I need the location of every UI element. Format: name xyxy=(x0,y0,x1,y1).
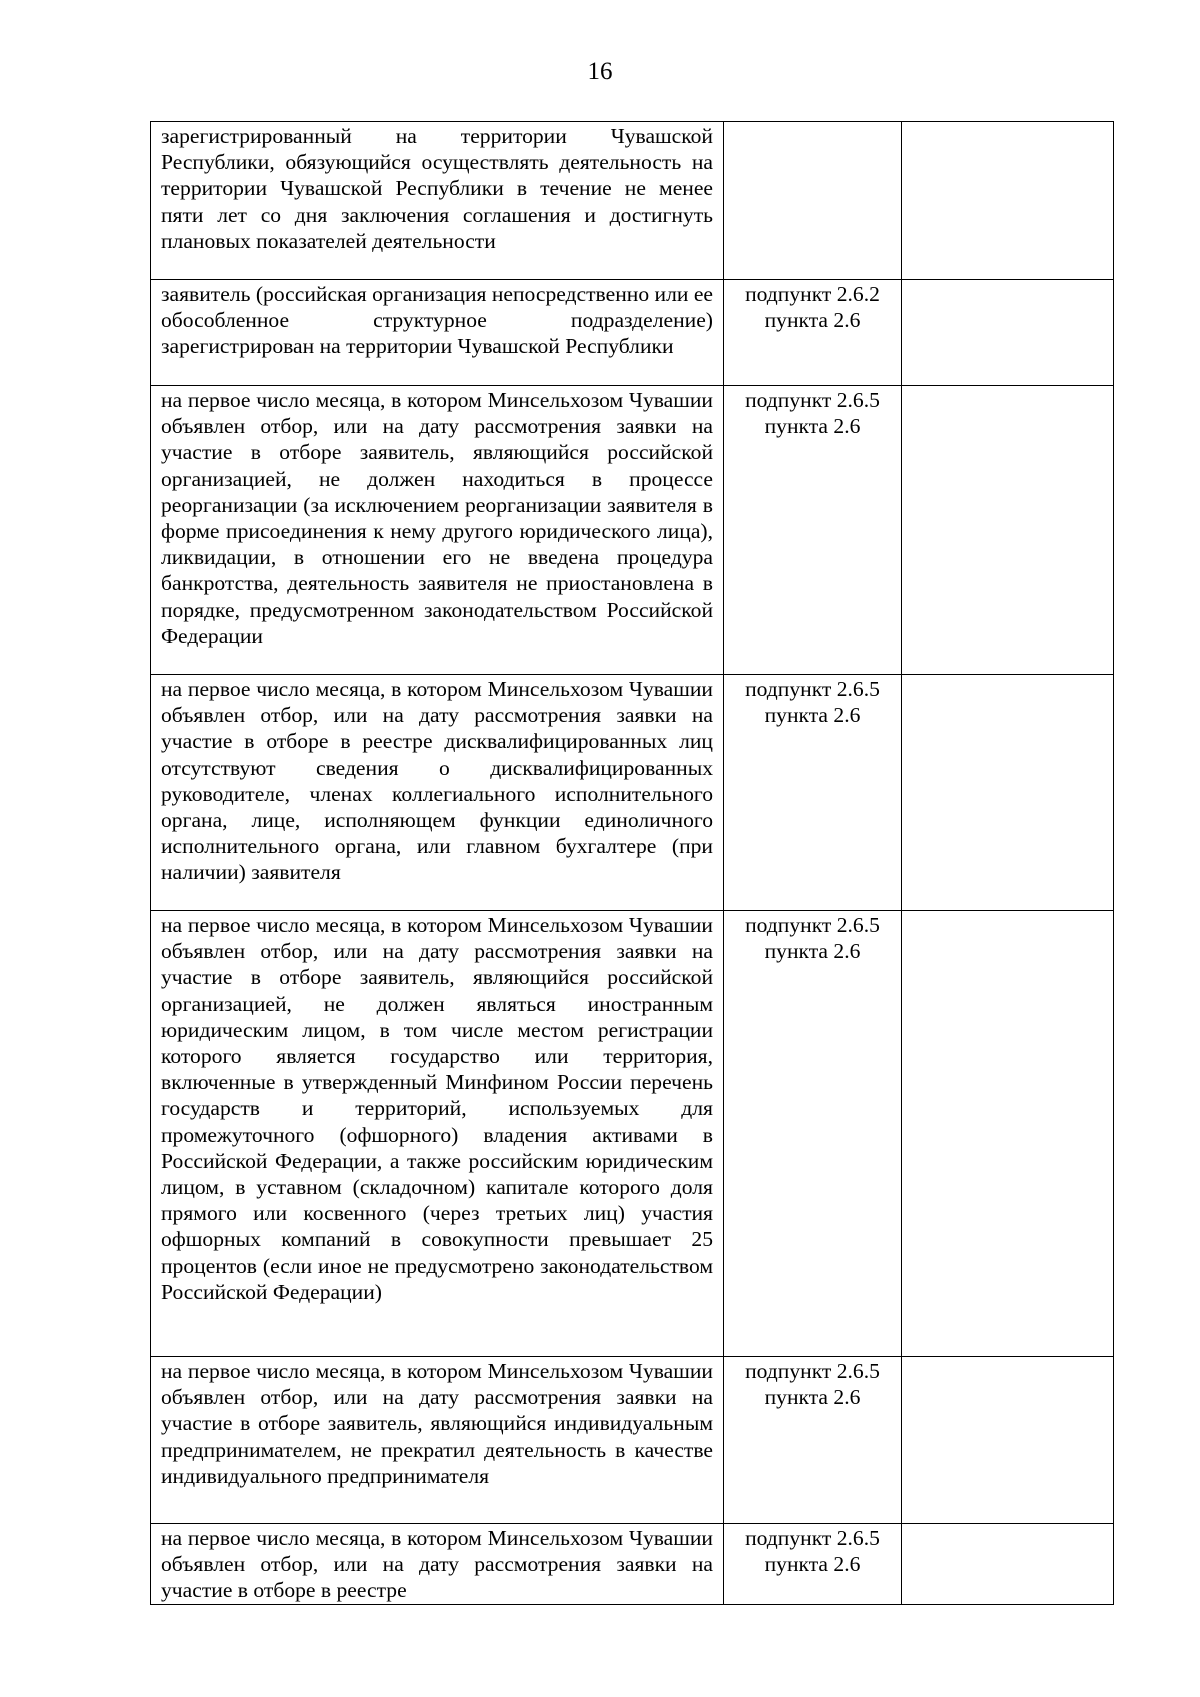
reference-subpoint: подпункт 2.6.2 xyxy=(745,282,880,306)
reference-cell xyxy=(724,911,902,1357)
condition-cell: на первое число месяца, в котором Минсельхозом Чувашии объявлен отбор, или на дату рассмотрения заявки на участие в отборе заявитель, являющийся российской организацией, не должен находиться в процессе реорганизации (за исключением реорганизации заявителя в форме присоединения к нему другого юридического лица), ликвидации, в отношении его не введена процедура банкротства, деятельность заявителя не приостановлена в порядке, предусмотренном законодательством Российской Федерации xyxy=(151,386,724,675)
reference-subpoint: подпункт 2.6.5 xyxy=(745,677,880,701)
condition-cell: зарегистрированный на территории Чувашской Республики, обязующийся осуществлять деятельность на территории Чувашской Республики в течение не менее пяти лет со дня заключения соглашения и достигнуть плановых показателей деятельности xyxy=(151,122,724,280)
reference-point: пункта 2.6 xyxy=(764,308,861,333)
note-cell xyxy=(902,675,1114,911)
requirements-table xyxy=(150,121,1114,1605)
reference-subpoint: подпункт 2.6.5 xyxy=(745,913,880,937)
condition-cell: на первое число месяца, в котором Минсельхозом Чувашии объявлен отбор, или на дату рассмотрения заявки на участие в отборе заявитель, являющийся индивидуальным предпринимателем, не прекратил деятельность в качестве индивидуального предпринимателя xyxy=(151,1357,724,1524)
condition-cell: на первое число месяца, в котором Минсельхозом Чувашии объявлен отбор, или на дату рассмотрения заявки на участие в отборе в реестре xyxy=(151,1524,724,1605)
reference-cell xyxy=(724,1357,902,1524)
reference-cell xyxy=(724,675,902,911)
note-cell xyxy=(902,280,1114,386)
reference-cell xyxy=(724,386,902,675)
table-row xyxy=(151,122,1114,280)
note-cell xyxy=(902,1357,1114,1524)
reference-point: пункта 2.6 xyxy=(764,414,861,439)
page-number: 16 xyxy=(587,58,613,85)
reference-point: пункта 2.6 xyxy=(764,1552,861,1577)
reference-point: пункта 2.6 xyxy=(764,1385,861,1410)
reference-subpoint: подпункт 2.6.5 xyxy=(745,388,880,412)
note-cell xyxy=(902,122,1114,280)
reference-subpoint: подпункт 2.6.5 xyxy=(745,1359,880,1383)
reference-point: пункта 2.6 xyxy=(764,703,861,728)
condition-cell: на первое число месяца, в котором Минсельхозом Чувашии объявлен отбор, или на дату рассмотрения заявки на участие в отборе в реестре дисквалифицированных лиц отсутствуют сведения о дисквалифицированных руководителе, членах коллегиального исполнительного органа, лице, исполняющем функции единоличного исполнительного органа, или главном бухгалтере (при наличии) заявителя xyxy=(151,675,724,911)
condition-cell: заявитель (российская организация непосредственно или ее обособленное структурное подразделение) зарегистрирован на территории Чувашской Республики xyxy=(151,280,724,386)
note-cell xyxy=(902,911,1114,1357)
reference-cell xyxy=(724,1524,902,1605)
reference-cell xyxy=(724,280,902,386)
table-row xyxy=(151,1357,1114,1524)
table-row xyxy=(151,675,1114,911)
note-cell xyxy=(902,386,1114,675)
reference-cell xyxy=(724,122,902,280)
condition-cell: на первое число месяца, в котором Минсельхозом Чувашии объявлен отбор, или на дату рассмотрения заявки на участие в отборе заявитель, являющийся российской организацией, не должен являться иностранным юридическим лицом, в том числе местом регистрации которого является государство или территория, включенные в утвержденный Минфином России перечень государств и территорий, используемых для промежуточного (офшорного) владения активами в Российской Федерации, а также российским юридическим лицом, в уставном (складочном) капитале которого доля прямого или косвенного (через третьих лиц) участия офшорных компаний в совокупности превышает 25 процентов (если иное не предусмотрено законодательством Российской Федерации) xyxy=(151,911,724,1357)
note-cell xyxy=(902,1524,1114,1605)
reference-point: пункта 2.6 xyxy=(764,939,861,964)
table-row xyxy=(151,280,1114,386)
table-row xyxy=(151,386,1114,675)
table-row xyxy=(151,1524,1114,1605)
reference-subpoint: подпункт 2.6.5 xyxy=(745,1526,880,1550)
table-row xyxy=(151,911,1114,1357)
